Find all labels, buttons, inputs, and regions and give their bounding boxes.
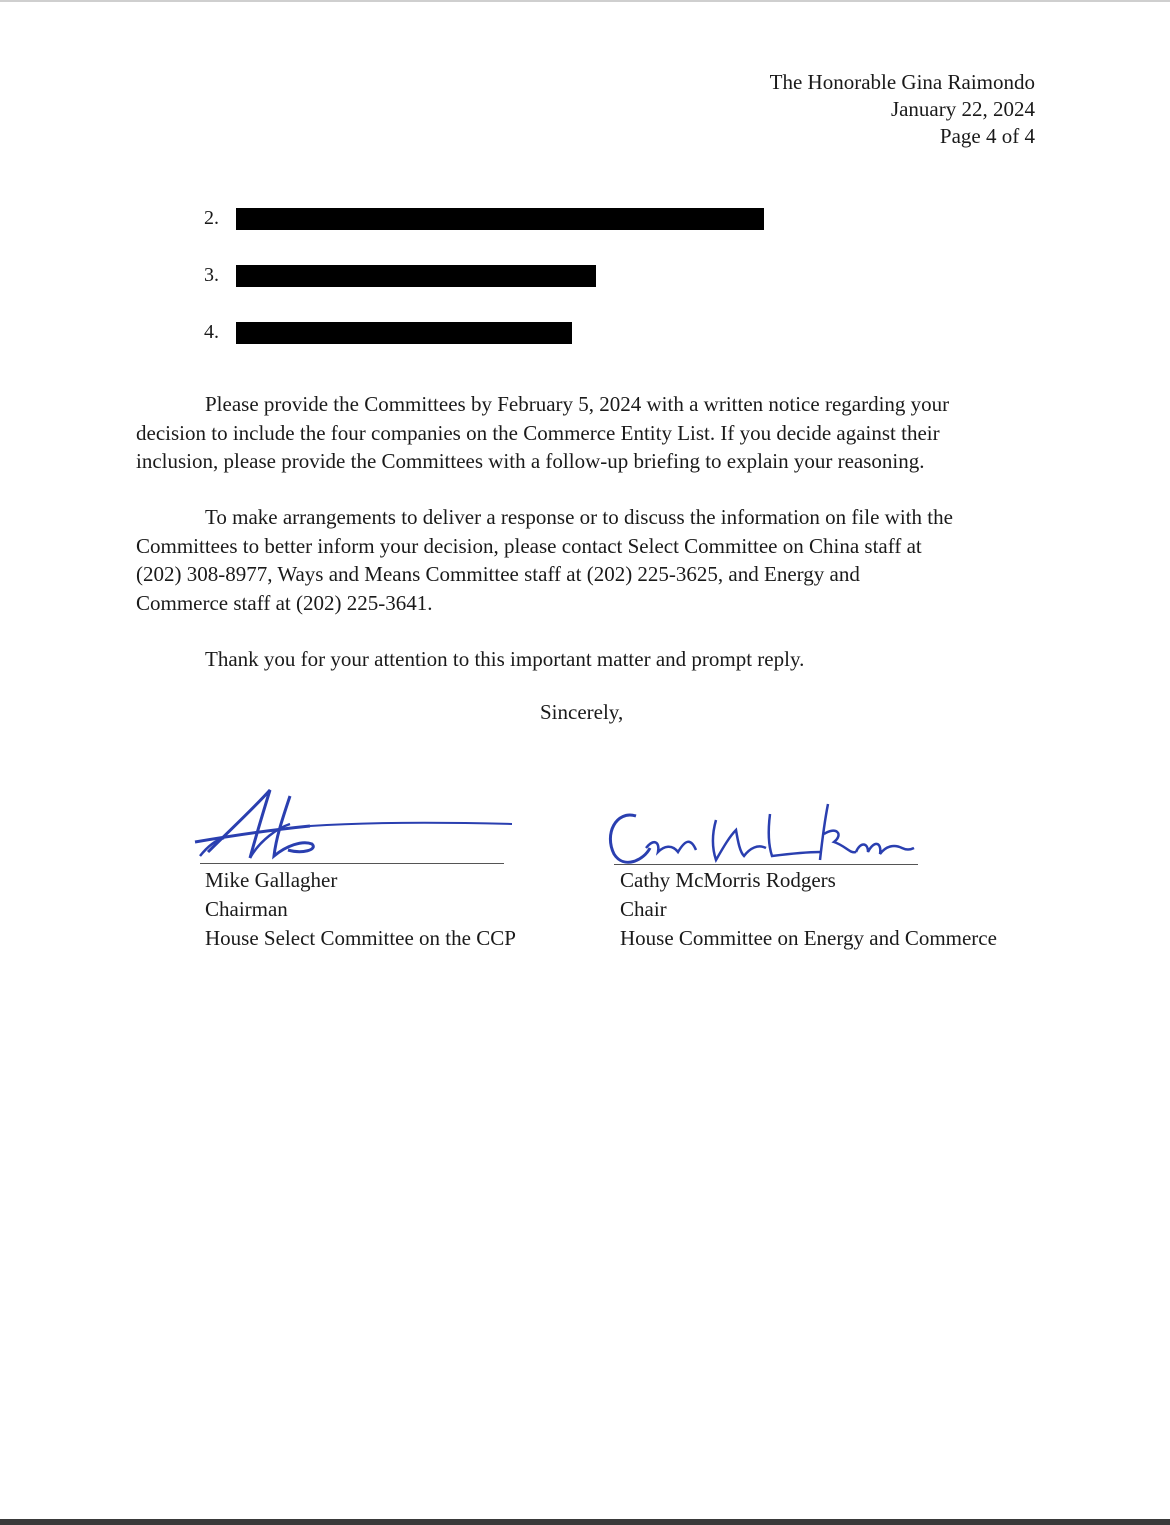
list-number: 4. <box>204 321 219 343</box>
paragraph-line: Commerce staff at (202) 225-3641. <box>136 590 433 615</box>
signatory-name: Mike Gallagher <box>205 868 338 892</box>
paragraph-line: inclusion, please provide the Committees with a follow-up briefing to explain your reasoning. <box>136 449 925 473</box>
paragraph-line: (202) 308-8977, Ways and Means Committee staff at (202) 225-3625, and Energy and <box>136 562 860 586</box>
paragraph-line: decision to include the four companies on the Commerce Entity List. If you decide against their <box>136 420 940 445</box>
signatory-name: Cathy McMorris Rodgers <box>620 868 836 892</box>
signatory-title: Chairman <box>205 897 288 921</box>
closing-sincerely: Sincerely, <box>540 700 624 724</box>
list-item <box>204 206 824 263</box>
paragraph-line: To make arrangements to deliver a response or to discuss the information on file with the <box>205 505 953 529</box>
signature-line <box>200 863 504 864</box>
letter-header <box>770 69 1035 150</box>
redaction-bar <box>236 265 596 287</box>
signature-line <box>614 864 918 865</box>
redaction-bar <box>236 208 764 230</box>
paragraph-line: Thank you for your attention to this important matter and prompt reply. <box>205 647 805 671</box>
date-line: January 22, 2024 <box>890 97 1035 121</box>
page-top-border <box>0 0 1170 2</box>
paragraph-line: Committees to better inform your decision, please contact Select Committee on China staff at <box>136 533 922 558</box>
page-number: Page 4 of 4 <box>939 124 1035 148</box>
list-item <box>204 320 824 377</box>
redacted-company-list <box>204 206 824 377</box>
signatory-committee: House Select Committee on the CCP <box>205 926 516 950</box>
signatory-gallagher <box>205 866 516 953</box>
list-number: 3. <box>204 264 219 286</box>
signatory-title: Chair <box>620 897 667 921</box>
page-bottom-bar <box>0 1519 1170 1525</box>
list-item <box>204 263 824 320</box>
paragraph-line: Please provide the Committees by February 5, 2024 with a written notice regarding your <box>205 392 950 416</box>
paragraph-request <box>136 390 1036 476</box>
signatory-rodgers <box>620 866 997 953</box>
paragraph-thanks <box>136 645 1036 674</box>
paragraph-contact <box>136 503 1036 617</box>
recipient-line: The Honorable Gina Raimondo <box>769 70 1035 94</box>
redaction-bar <box>236 322 572 344</box>
signatory-committee: House Committee on Energy and Commerce <box>620 926 997 950</box>
list-number: 2. <box>204 207 219 229</box>
